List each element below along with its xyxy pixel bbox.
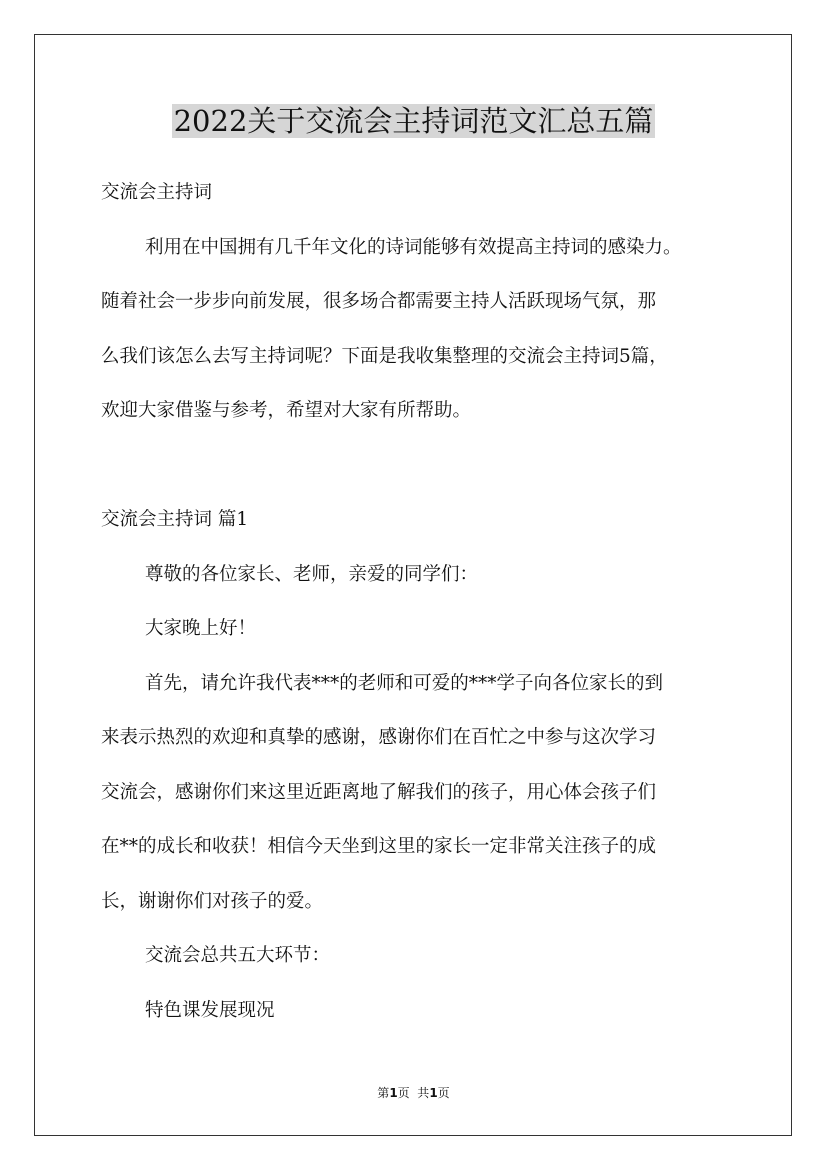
- footer-total-pages: 1: [429, 1086, 438, 1100]
- heading-intro: 交流会主持词: [101, 182, 213, 203]
- intro-line-2: 随着社会一步步向前发展，很多场合都需要主持人活跃现场气氛，那: [101, 291, 657, 312]
- intro-line-1: 利用在中国拥有几千年文化的诗词能够有效提高主持词的感染力。: [145, 237, 682, 258]
- greeting: 尊敬的各位家长、老师，亲爱的同学们：: [145, 564, 479, 585]
- agenda-intro: 交流会总共五大环节：: [145, 945, 331, 966]
- footer-total-suffix: 页: [437, 1086, 450, 1100]
- body-line-3: 交流会，感谢你们来这里近距离地了解我们的孩子，用心体会孩子们: [101, 782, 657, 803]
- footer-page-number: 1: [389, 1086, 398, 1100]
- body-line-5: 长，谢谢你们对孩子的爱。: [101, 891, 324, 912]
- salutation: 大家晚上好！: [145, 618, 257, 639]
- body-line-2: 来表示热烈的欢迎和真挚的感谢，感谢你们在百忙之中参与这次学习: [101, 727, 657, 748]
- intro-line-3: 么我们该怎么去写主持词呢？下面是我收集整理的交流会主持词5篇，: [101, 346, 668, 367]
- document-title: [0, 101, 827, 141]
- body-line-4: 在**的成长和收获！相信今天坐到这里的家长一定非常关注孩子的成: [101, 836, 657, 857]
- page-footer: [0, 1084, 827, 1101]
- body-line-1: 首先，请允许我代表***的老师和可爱的***学子向各位家长的到: [145, 673, 664, 694]
- agenda-item-1: 特色课发展现况: [145, 1000, 275, 1021]
- heading-section-1: 交流会主持词 篇1: [101, 509, 249, 530]
- intro-line-4: 欢迎大家借鉴与参考，希望对大家有所帮助。: [101, 400, 472, 421]
- document-title-text: 2022关于交流会主持词范文汇总五篇: [173, 104, 654, 138]
- footer-prefix: 第: [377, 1086, 390, 1100]
- footer-page-suffix: 页 共: [397, 1086, 430, 1100]
